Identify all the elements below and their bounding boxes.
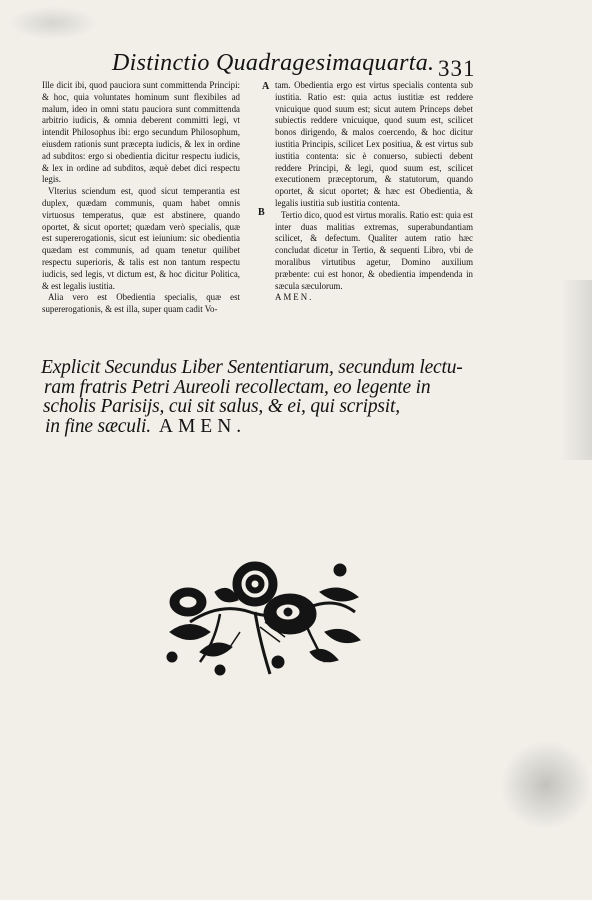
colophon-line: ram fratris Petri Aureoli recollectam, eo legente in xyxy=(44,376,431,398)
colophon-line: scholis Parisijs, cui sit salus, & ei, qui scripsit, xyxy=(43,396,400,417)
paper-speckle xyxy=(8,6,98,40)
margin-marker-a: A xyxy=(262,81,270,92)
colophon-line-prefix: in fine sæculi. xyxy=(45,415,151,437)
amen-closing: AMEN. xyxy=(275,292,314,303)
colophon xyxy=(41,358,511,436)
page-number: 331 xyxy=(438,56,476,81)
colophon-amen: AMEN. xyxy=(158,415,247,437)
left-column xyxy=(42,80,240,316)
paragraph: Alia vero est Obedientia specialis, quæ est supererogationis, & est illa, super quam cadit Vo- xyxy=(42,292,240,315)
margin-marker-b: B xyxy=(258,207,265,218)
paragraph: Vlterius sciendum est, quod sicut temperantia est duplex, quædam communis, quam habet omnis virtuosus temperatus, quæ est abstinere, quando oportet, & sicut oportet; quædam verò specialis, quæ est supererogationis, sicut est ieiunium: sic obedientia quædam est communis, ad quam tenetur quilibet respectu superioris, & talis est non tantum respectu iudicis, sed legis, vt dictum est, & hoc dicitur Politica, & est legalis iustitia. xyxy=(42,186,240,291)
paragraph: tam. Obedientia ergo est virtus specialis contenta sub iustitia. Ratio est: quia actus iustitiæ est reddere vnicuique quod suum est; sicut autem Princeps debet subiectis reddere vnicuique, quod suum est, scilicet bonos dirigendo, & malos coercendo, & hoc dicitur iustitia Principis, scilicet Lex positiua, & est virtus sub iustitia contenta: sic è conuerso, subiecti debent reddere Principi, & legi, quod suum est, scilicet executionem præceptorum, & statutorum, quando oportet, & sicut oportet; & hæc est Obedientia, & legalis iustitia sub iustitia contenta. xyxy=(275,80,473,208)
paper-speckle xyxy=(560,280,592,460)
right-column xyxy=(275,80,473,304)
floral-woodcut-icon xyxy=(160,552,368,680)
colophon-line: Explicit Secundus Liber Sententiarum, secundum lectu- xyxy=(41,357,463,378)
running-title: Distinctio Quadragesimaquarta. xyxy=(112,50,435,76)
paragraph: Ille dicit ibi, quod pauciora sunt committenda Principi: & hoc, quia voluntates hominum sunt flexibiles ad malum, ideo in omni statu pauciora sunt committenda arbitrio iudicis, & omnia deberent committi legi, vt intendit Philosophus ibi: ergo secundum Philosophum, eiusdem rationis sunt præcepta iudicis, & lex in ordine ad subditos: ergo si obedientia dicitur respectu iudicis, & lex in ordine ad subditos, æquè debet dici respectu legis. xyxy=(42,80,240,185)
colophon-line xyxy=(41,417,511,437)
paragraph: Tertio dico, quod est virtus moralis. Ratio est: quia est inter duas malitias extremas, superabundantiam scilicet, & defectum. Qualiter autem ratio hæc concludat dicetur in Tertio, & sequenti Libro, vbi de moralibus virtutibus agetur, Domino auxilium præbente: cui est honor, & obedientia impendenda in sæcula sæculorum. xyxy=(275,209,473,291)
paper-speckle xyxy=(500,740,592,830)
